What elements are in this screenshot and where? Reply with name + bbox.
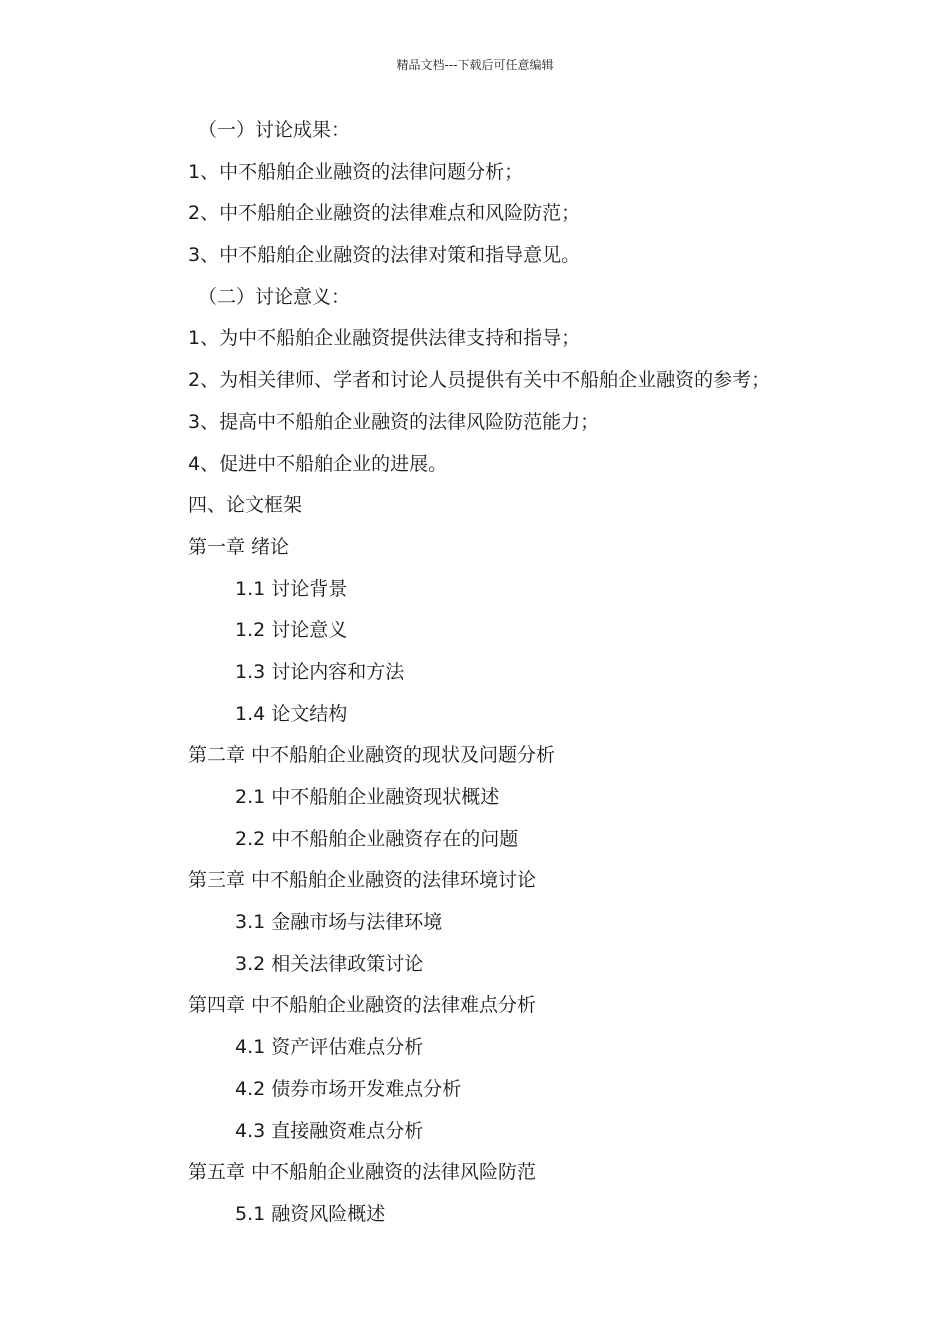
chapter-heading: 第四章 中不船舶企业融资的法律难点分析: [188, 994, 537, 1017]
subsection-item: 1.1 讨论背景: [235, 577, 348, 600]
subsection-item: 3.1 金融市场与法律环境: [235, 911, 443, 934]
section-heading-research-significance: （二）讨论意义：: [198, 285, 351, 308]
chapter-heading: 第一章 绪论: [188, 535, 290, 558]
list-item: 3、中不船舶企业融资的法律对策和指导意见。: [188, 244, 581, 267]
list-item: 4、促进中不船舶企业的进展。: [188, 452, 448, 475]
subsection-item: 4.3 直接融资难点分析: [235, 1119, 424, 1142]
subsection-item: 2.2 中不船舶企业融资存在的问题: [235, 827, 519, 850]
subsection-item: 1.2 讨论意义: [235, 619, 348, 642]
section-heading-research-results: （一）讨论成果：: [198, 119, 351, 141]
document-body: [188, 117, 908, 1243]
chapter-heading: 第三章 中不船舶企业融资的法律环境讨论: [188, 869, 537, 892]
chapter-heading: 第二章 中不船舶企业融资的现状及问题分析: [188, 744, 556, 767]
subsection-item: 1.3 讨论内容和方法: [235, 660, 405, 683]
list-item: 2、为相关律师、学者和讨论人员提供有关中不船舶企业融资的参考；: [188, 369, 771, 392]
subsection-item: 2.1 中不船舶企业融资现状概述: [235, 786, 500, 808]
subsection-item: 5.1 融资风险概述: [235, 1202, 386, 1225]
list-item: 1、中不船舶企业融资的法律问题分析；: [188, 160, 524, 183]
section-heading-thesis-framework: 四、论文框架: [188, 494, 303, 517]
subsection-item: 4.1 资产评估难点分析: [235, 1036, 424, 1059]
list-item: 1、为中不船舶企业融资提供法律支持和指导；: [188, 327, 581, 350]
list-item: 2、中不船舶企业融资的法律难点和风险防范；: [188, 202, 581, 225]
list-item: 3、提高中不船舶企业融资的法律风险防范能力；: [188, 410, 600, 433]
subsection-item: 3.2 相关法律政策讨论: [235, 952, 424, 975]
page-header: 精品文档---下载后可任意编辑: [396, 58, 554, 72]
chapter-heading: 第五章 中不船舶企业融资的法律风险防范: [188, 1161, 537, 1184]
subsection-item: 4.2 债券市场开发难点分析: [235, 1077, 462, 1100]
subsection-item: 1.4 论文结构: [235, 702, 348, 725]
